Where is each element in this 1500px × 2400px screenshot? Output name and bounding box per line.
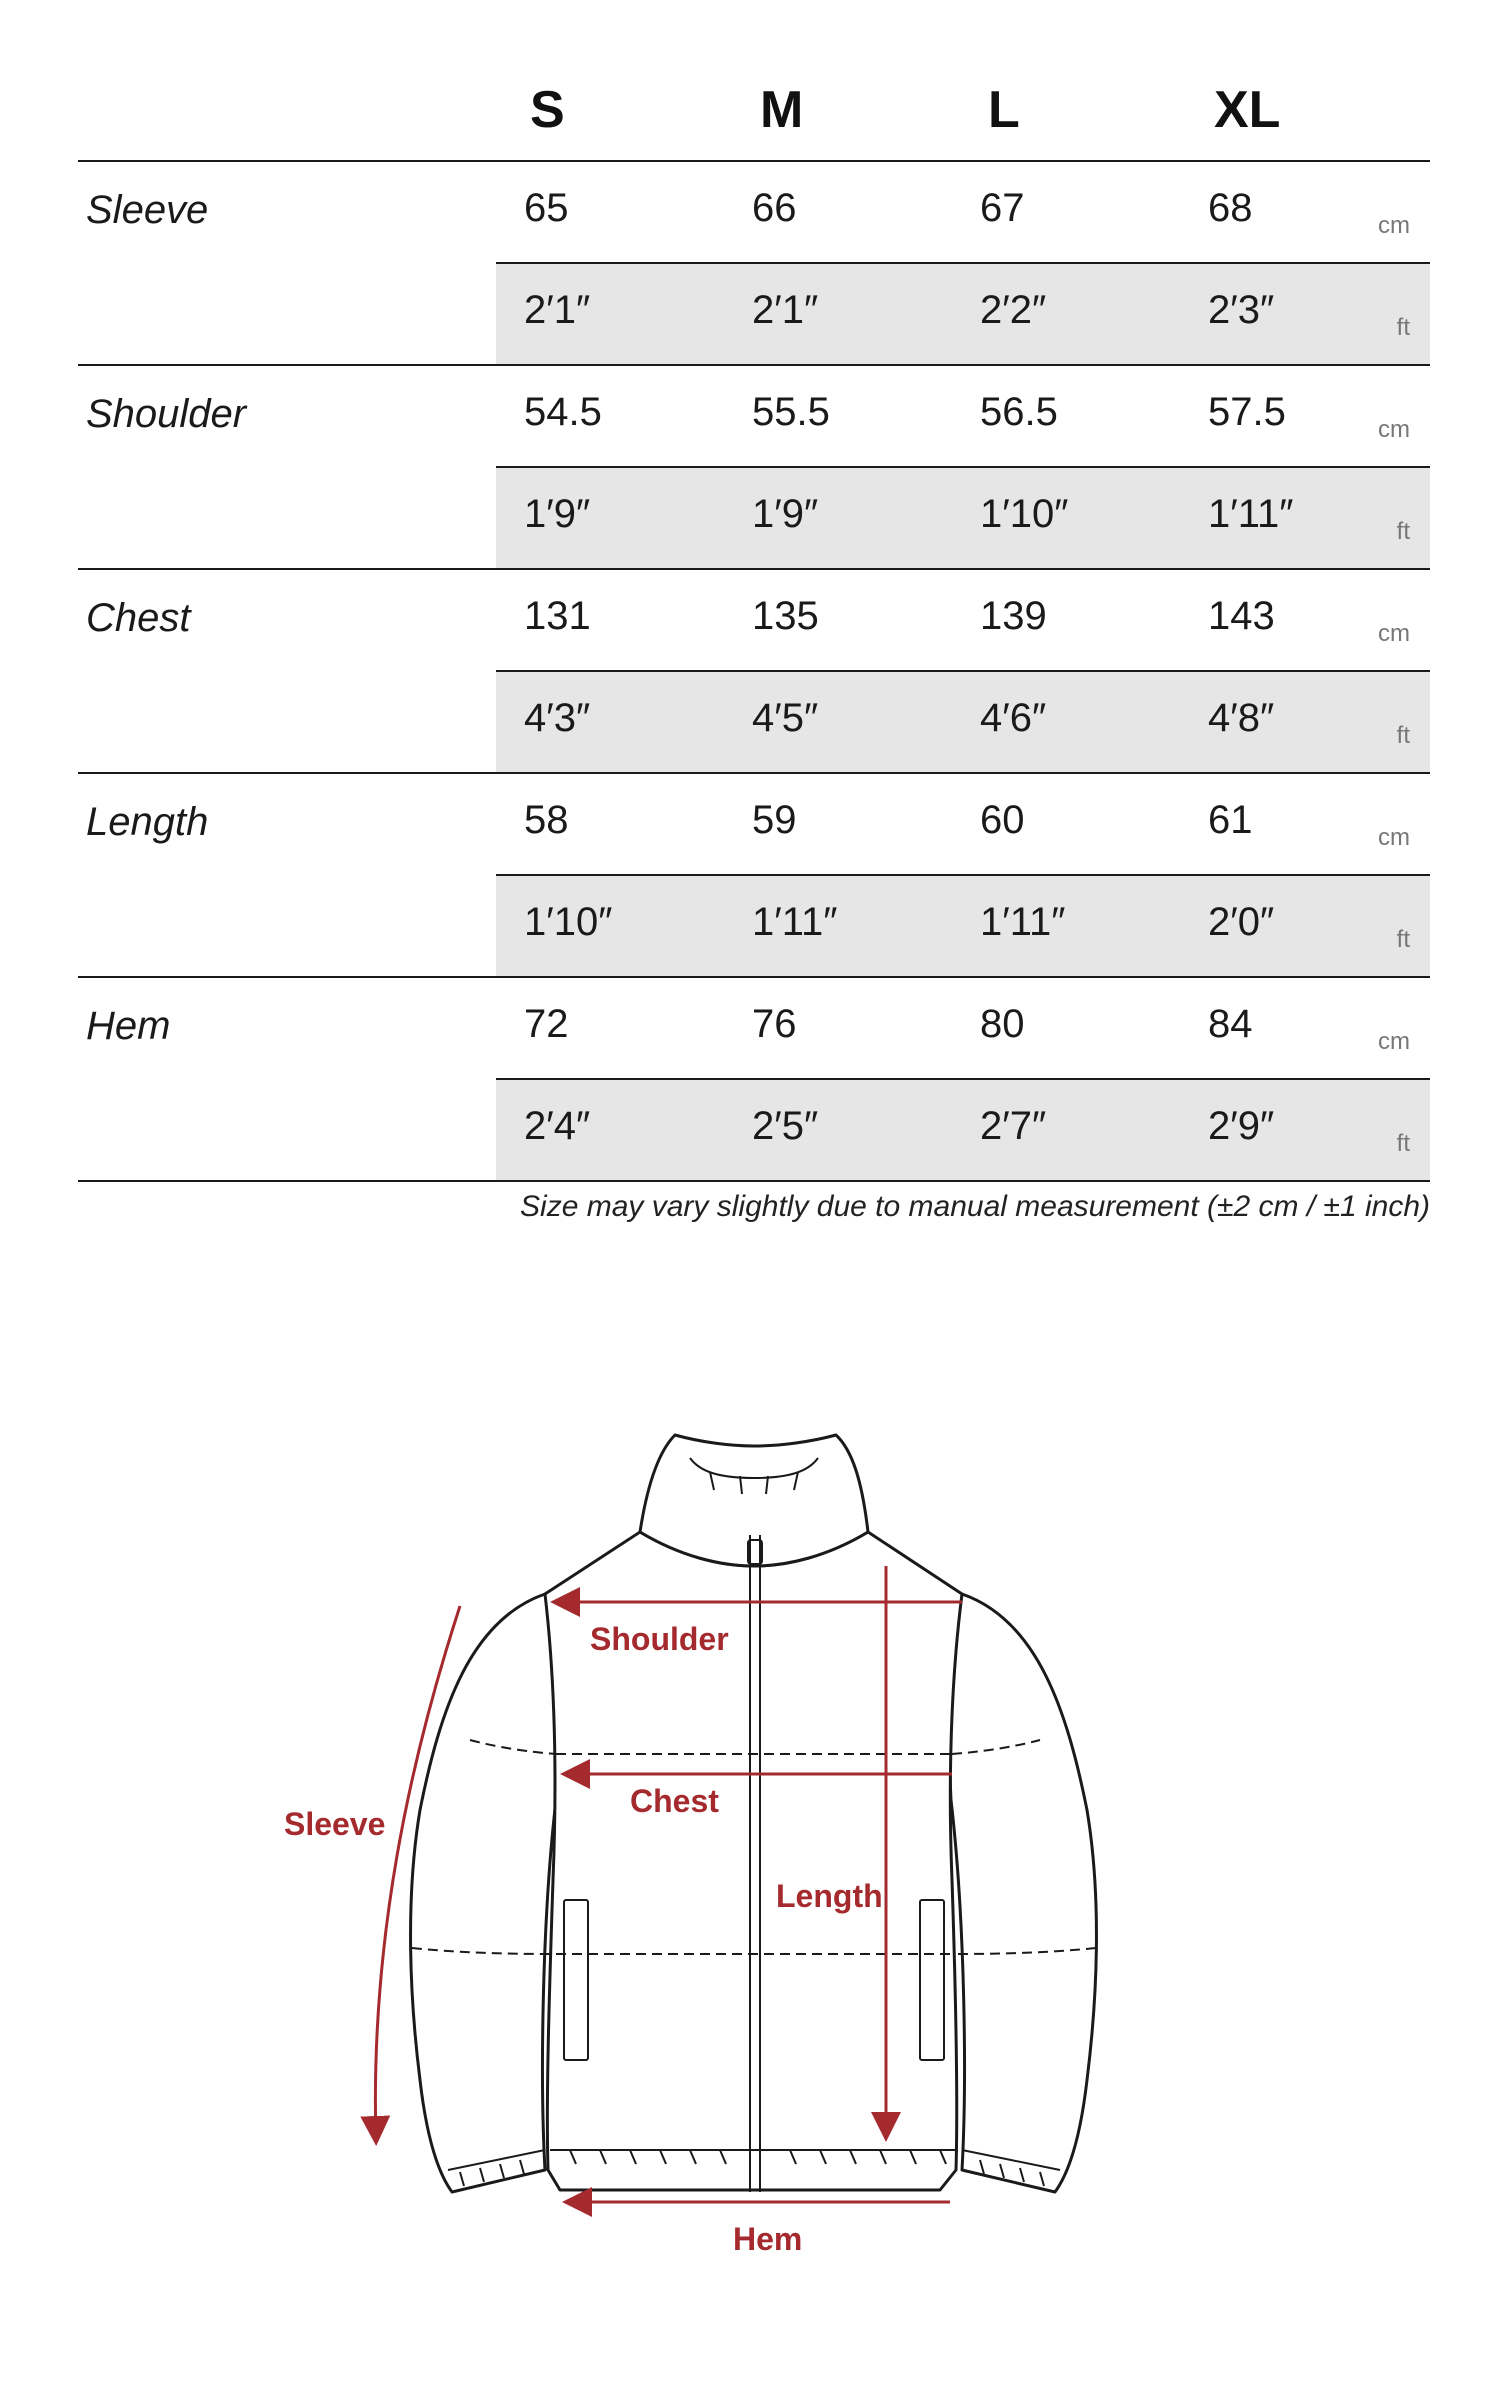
- ft-value: 1′11″: [1208, 492, 1294, 536]
- size-header-row: [78, 60, 1430, 162]
- cm-row: [496, 978, 1430, 1080]
- unit-cm: cm: [1378, 212, 1410, 239]
- sleeve-label: Sleeve: [284, 1806, 386, 1842]
- ft-value: 1′9″: [752, 492, 819, 536]
- cm-value: 139: [980, 594, 1047, 638]
- ft-value: 4′6″: [980, 696, 1047, 740]
- measurement-label: Shoulder: [86, 392, 247, 436]
- unit-ft: ft: [1396, 1130, 1410, 1157]
- ft-value: 2′7″: [980, 1104, 1047, 1148]
- chest-label: Chest: [630, 1783, 719, 1819]
- cm-value: 66: [752, 186, 797, 230]
- ft-value: 4′3″: [524, 696, 591, 740]
- cm-value: 58: [524, 798, 569, 842]
- cm-row: [496, 570, 1430, 672]
- cm-value: 135: [752, 594, 819, 638]
- ft-value: 2′2″: [980, 288, 1047, 332]
- cm-value: 84: [1208, 1002, 1253, 1046]
- jacket-outline: [411, 1435, 1097, 2192]
- ft-value: 2′5″: [752, 1104, 819, 1148]
- cm-value: 61: [1208, 798, 1253, 842]
- unit-cm: cm: [1378, 416, 1410, 443]
- ft-value: 2′1″: [752, 288, 819, 332]
- measurement-label: Chest: [86, 596, 191, 640]
- cm-row: [496, 366, 1430, 468]
- ft-row: [496, 468, 1430, 568]
- cm-value: 80: [980, 1002, 1025, 1046]
- length-label: Length: [776, 1878, 883, 1914]
- ft-row: [496, 1080, 1430, 1180]
- ft-row: [496, 264, 1430, 364]
- measurement-group-hem: [78, 978, 1430, 1182]
- unit-cm: cm: [1378, 824, 1410, 851]
- unit-cm: cm: [1378, 1028, 1410, 1055]
- ft-row: [496, 876, 1430, 976]
- left-sleeve: [411, 1594, 558, 2192]
- ft-value: 1′9″: [524, 492, 591, 536]
- ft-value: 2′4″: [524, 1104, 591, 1148]
- ft-value: 1′11″: [980, 900, 1066, 944]
- cm-value: 131: [524, 594, 591, 638]
- measurement-label: Sleeve: [86, 188, 209, 232]
- measurement-group-sleeve: [78, 162, 1430, 366]
- cm-value: 143: [1208, 594, 1275, 638]
- ft-value: 2′1″: [524, 288, 591, 332]
- size-header-l: L: [988, 81, 1020, 139]
- measurement-group-shoulder: [78, 366, 1430, 570]
- cm-value: 67: [980, 186, 1025, 230]
- collar: [640, 1435, 868, 1566]
- ft-value: 2′9″: [1208, 1104, 1275, 1148]
- hem-label: Hem: [733, 2221, 803, 2257]
- cm-value: 56.5: [980, 390, 1058, 434]
- cm-value: 57.5: [1208, 390, 1286, 434]
- cm-value: 59: [752, 798, 797, 842]
- unit-cm: cm: [1378, 620, 1410, 647]
- cm-value: 60: [980, 798, 1025, 842]
- cm-value: 65: [524, 186, 569, 230]
- shoulder-label: Shoulder: [590, 1621, 729, 1657]
- ft-value: 2′3″: [1208, 288, 1275, 332]
- measurement-label: Hem: [86, 1004, 171, 1048]
- cm-value: 68: [1208, 186, 1253, 230]
- size-header-xl: XL: [1214, 81, 1281, 139]
- ft-value: 1′10″: [524, 900, 613, 944]
- measurement-label: Length: [86, 800, 209, 844]
- cm-value: 76: [752, 1002, 797, 1046]
- right-sleeve: [949, 1594, 1096, 2192]
- size-header-m: M: [760, 81, 804, 139]
- size-header-s: S: [530, 81, 565, 139]
- jacket-measurement-diagram: [0, 1380, 1500, 2280]
- unit-ft: ft: [1396, 518, 1410, 545]
- ft-value: 4′8″: [1208, 696, 1275, 740]
- cm-value: 54.5: [524, 390, 602, 434]
- measurement-footnote: Size may vary slightly due to manual measurement (±2 cm / ±1 inch): [520, 1190, 1430, 1223]
- size-chart-table: [78, 60, 1430, 1182]
- unit-ft: ft: [1396, 926, 1410, 953]
- cm-row: [496, 774, 1430, 876]
- ft-value: 2′0″: [1208, 900, 1275, 944]
- ft-value: 1′11″: [752, 900, 838, 944]
- ft-row: [496, 672, 1430, 772]
- cm-value: 55.5: [752, 390, 830, 434]
- cm-row: [496, 162, 1430, 264]
- measurement-group-length: [78, 774, 1430, 978]
- unit-ft: ft: [1396, 722, 1410, 749]
- cm-value: 72: [524, 1002, 569, 1046]
- ft-value: 4′5″: [752, 696, 819, 740]
- measurement-group-chest: [78, 570, 1430, 774]
- ft-value: 1′10″: [980, 492, 1069, 536]
- unit-ft: ft: [1396, 314, 1410, 341]
